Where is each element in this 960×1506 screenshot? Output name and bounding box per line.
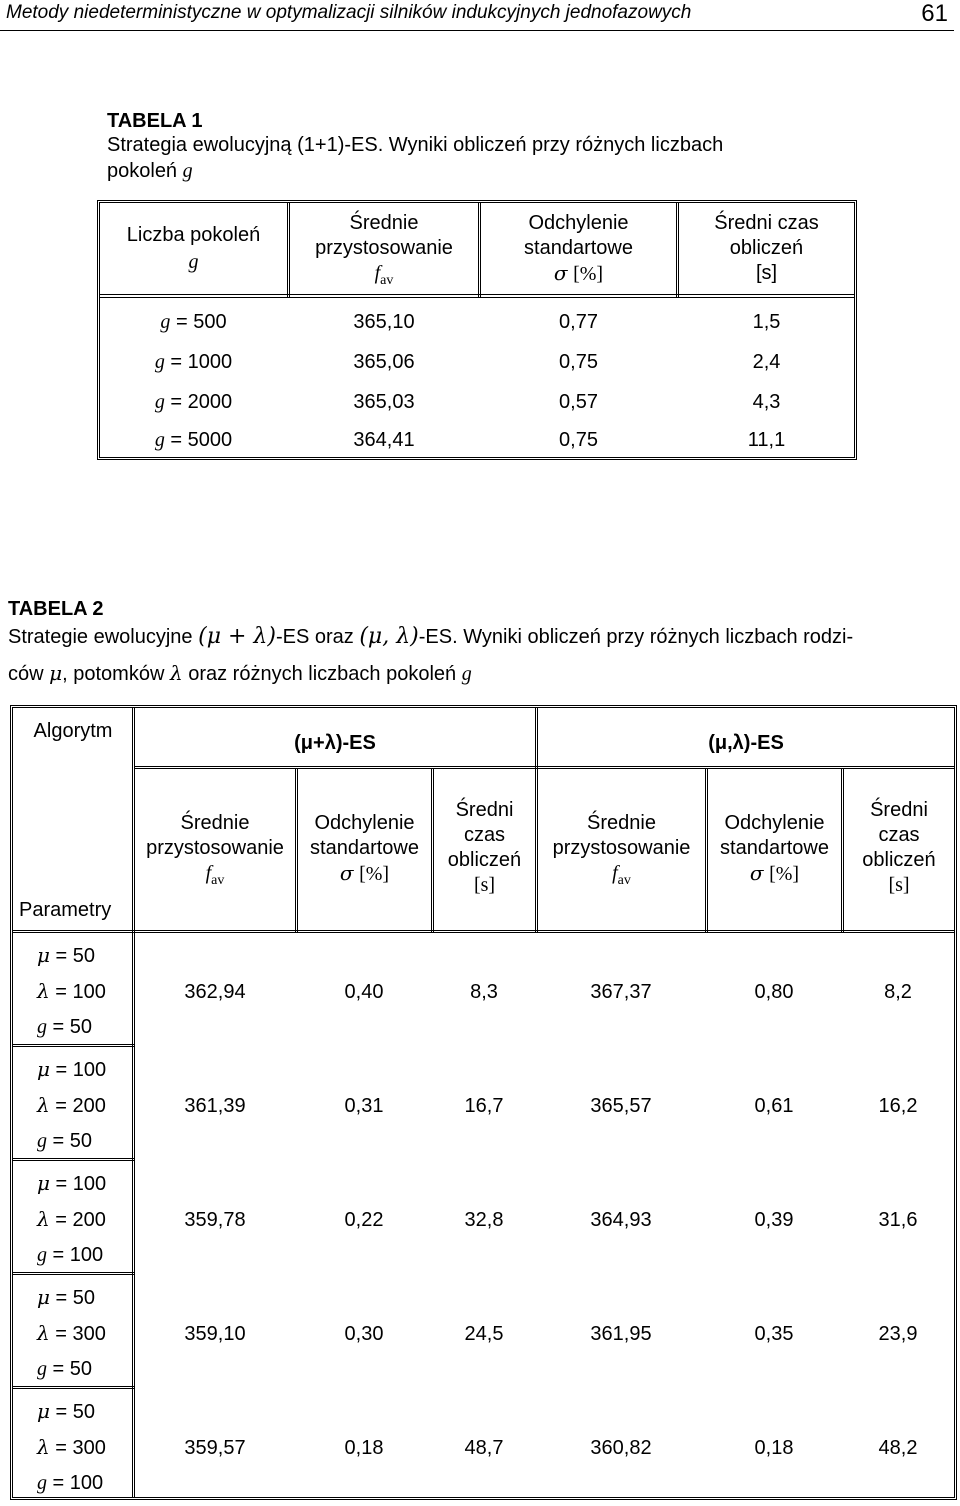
table1-cell-fav: 365,06 xyxy=(353,351,415,373)
lambda-symbol: λ xyxy=(37,1321,50,1345)
col-label: obliczeń xyxy=(862,849,936,871)
param-value: = 50 xyxy=(50,1287,96,1309)
percent-unit: [%] xyxy=(359,863,390,885)
param-lambda xyxy=(13,1202,133,1238)
table1-cell-sigma: 0,57 xyxy=(559,391,598,413)
sigma-symbol: σ xyxy=(749,861,764,885)
table1-row-g xyxy=(100,351,287,374)
param-g xyxy=(13,1352,133,1387)
table2-cell: 31,6 xyxy=(878,1209,918,1231)
param-cell xyxy=(13,1166,133,1273)
page-number: 61 xyxy=(921,0,948,27)
lambda-symbol: λ xyxy=(37,979,50,1003)
col-label: czas xyxy=(878,824,920,846)
g-symbol: g xyxy=(154,391,165,413)
table1 xyxy=(97,200,857,460)
seconds-unit: [s] xyxy=(888,874,910,896)
table2-cell: 0,31 xyxy=(344,1095,384,1117)
table2-cell: 0,30 xyxy=(344,1323,384,1345)
table2-cell: 365,57 xyxy=(590,1095,652,1117)
table2-label: TABELA 2 xyxy=(8,598,104,620)
fav-symbol xyxy=(538,861,705,893)
av-subscript: av xyxy=(211,873,225,888)
param-value: = 100 xyxy=(49,981,106,1003)
param-lambda xyxy=(13,974,133,1010)
algorytm-label: Algorytm xyxy=(33,720,113,742)
param-value: = 100 xyxy=(47,1472,104,1494)
table2-caption-line2 xyxy=(8,661,472,687)
group-mu-comma-lambda: (μ,λ)-ES xyxy=(708,732,784,754)
param-value: = 100 xyxy=(50,1059,107,1081)
g-symbol: g xyxy=(188,251,199,273)
table1-cell-fav: 365,03 xyxy=(353,391,415,413)
fav-symbol xyxy=(135,861,295,893)
table2-cell: 0,35 xyxy=(754,1323,794,1345)
percent-unit: [%] xyxy=(573,263,604,285)
param-cell xyxy=(13,1052,133,1159)
table1-col-stddev xyxy=(481,211,676,287)
param-value: = 100 xyxy=(47,1244,104,1266)
mu-symbol: μ xyxy=(37,943,50,967)
table2-cell: 0,22 xyxy=(344,1209,384,1231)
col-label: Średnie xyxy=(587,812,656,834)
col-label: obliczeń xyxy=(729,237,804,259)
mu-symbol: μ xyxy=(37,1285,50,1309)
percent-unit: [%] xyxy=(769,863,800,885)
table1-cell-time: 1,5 xyxy=(752,311,781,333)
param-g xyxy=(13,1010,133,1045)
col-label: Odchylenie xyxy=(724,812,825,834)
table2-cell: 359,57 xyxy=(184,1437,246,1459)
table2-cell: 361,95 xyxy=(590,1323,652,1345)
col-label: przystosowanie xyxy=(146,837,284,859)
col-label: standartowe xyxy=(310,837,419,859)
param-value: = 200 xyxy=(49,1095,106,1117)
col-label: Odchylenie xyxy=(528,212,629,234)
caption-text: Strategie ewolucyjne xyxy=(8,626,193,648)
caption-text: oraz różnych liczbach pokoleń xyxy=(188,663,457,685)
param-g xyxy=(13,1238,133,1273)
param-mu xyxy=(13,938,133,974)
g-symbol: g xyxy=(461,663,472,685)
seconds-unit: [s] xyxy=(473,874,496,896)
lambda-symbol: λ xyxy=(37,1093,50,1117)
g-symbol: g xyxy=(37,1130,47,1152)
table1-cell-sigma: 0,77 xyxy=(559,311,598,333)
sigma-unit xyxy=(708,861,841,887)
table2-cell: 364,93 xyxy=(590,1209,652,1231)
table1-row-g xyxy=(100,311,287,334)
f-symbol: f xyxy=(612,862,618,884)
sub-col-fav xyxy=(538,811,705,893)
col-label: Liczba pokoleń xyxy=(126,224,261,246)
table1-header xyxy=(100,203,854,297)
param-lambda xyxy=(13,1088,133,1124)
table1-cell-time: 11,1 xyxy=(747,429,786,451)
table2-rule xyxy=(134,766,954,769)
g-symbol: g xyxy=(160,311,171,333)
table2-cell: 48,2 xyxy=(878,1437,918,1459)
param-cell xyxy=(13,1394,133,1501)
lambda-symbol: λ xyxy=(37,1207,50,1231)
av-subscript: av xyxy=(617,873,631,888)
table2-cell: 359,78 xyxy=(184,1209,246,1231)
col-label: Średni xyxy=(455,799,514,821)
param-value: = 50 xyxy=(47,1130,93,1152)
g-symbol: g xyxy=(37,1244,47,1266)
col-label: Średnie xyxy=(180,812,250,834)
table2-cell: 0,40 xyxy=(344,981,384,1003)
av-subscript: av xyxy=(380,273,394,288)
table1-cell-fav: 364,41 xyxy=(353,429,415,451)
group-mu-plus-lambda: (μ+λ)-ES xyxy=(294,732,376,754)
param-g xyxy=(13,1124,133,1159)
running-header-title: Metody niedeterministyczne w optymalizacji silników indukcyjnych jednofazowych xyxy=(6,2,692,23)
col-label: standartowe xyxy=(524,237,633,259)
table2-cell: 48,7 xyxy=(464,1437,504,1459)
g-value: = 500 xyxy=(170,311,227,333)
sub-col-sigma xyxy=(708,811,841,887)
table2-cell: 0,18 xyxy=(344,1437,384,1459)
mu-symbol: μ xyxy=(37,1057,50,1081)
caption-text: -ES. Wyniki obliczeń przy różnych liczbach rodzi- xyxy=(418,626,854,648)
table1-row-g xyxy=(100,391,287,414)
caption-text: -ES oraz xyxy=(275,626,354,648)
param-value: = 100 xyxy=(50,1173,107,1195)
param-value: = 50 xyxy=(50,945,96,967)
table2-cell: 16,2 xyxy=(878,1095,918,1117)
table1-caption-g-symbol: g xyxy=(182,160,193,182)
col-label: Odchylenie xyxy=(314,812,415,834)
table2-cell: 0,18 xyxy=(754,1437,794,1459)
table2-cell: 0,61 xyxy=(754,1095,794,1117)
table1-cell-sigma: 0,75 xyxy=(559,429,598,451)
lambda-symbol: λ xyxy=(37,1435,50,1459)
g-value: = 1000 xyxy=(164,351,233,373)
mu-plus-lambda-symbol: (μ + λ) xyxy=(198,624,276,649)
sigma-unit xyxy=(298,861,431,887)
lambda-symbol: λ xyxy=(169,661,183,685)
sub-col-time xyxy=(434,798,535,898)
mu-comma-lambda-symbol: (μ, λ) xyxy=(359,624,419,649)
param-cell xyxy=(13,1280,133,1387)
table2-cell: 362,94 xyxy=(184,981,246,1003)
table1-caption: Strategia ewolucyjną (1+1)-ES. Wyniki obliczeń przy różnych liczbach xyxy=(107,134,724,156)
table2-cell: 0,39 xyxy=(754,1209,794,1231)
table1-header-rule xyxy=(100,294,854,298)
sigma-unit xyxy=(481,261,676,287)
table1-caption-line2 xyxy=(107,159,193,184)
param-value: = 50 xyxy=(50,1401,96,1423)
table1-cell-fav: 365,10 xyxy=(353,311,415,333)
g-symbol: g xyxy=(37,1472,47,1494)
table2-cell: 8,3 xyxy=(470,981,498,1003)
table1-caption-text: pokoleń xyxy=(107,160,178,182)
table1-cell-time: 4,3 xyxy=(752,391,781,413)
table2 xyxy=(10,705,957,1500)
g-symbol: g xyxy=(37,1016,47,1038)
table2-cell: 23,9 xyxy=(878,1323,918,1345)
table2-cell: 8,2 xyxy=(884,981,912,1003)
param-value: = 300 xyxy=(49,1323,106,1345)
g-symbol: g xyxy=(154,351,165,373)
param-lambda xyxy=(13,1316,133,1352)
col-label: Średnie xyxy=(349,212,419,234)
param-value: = 50 xyxy=(47,1016,93,1038)
param-g xyxy=(13,1466,133,1501)
table2-cell: 24,5 xyxy=(464,1323,504,1345)
param-mu xyxy=(13,1280,133,1316)
param-mu xyxy=(13,1166,133,1202)
sub-col-fav xyxy=(135,811,295,893)
fav-symbol xyxy=(290,261,478,293)
table2-cell: 360,82 xyxy=(590,1437,652,1459)
table2-rule xyxy=(13,930,954,933)
table1-col-time xyxy=(679,211,854,286)
param-mu xyxy=(13,1394,133,1430)
param-cell xyxy=(13,938,133,1045)
param-value: = 200 xyxy=(49,1209,106,1231)
col-label: przystosowanie xyxy=(315,237,453,259)
table2-caption-line1 xyxy=(8,624,853,650)
param-lambda xyxy=(13,1430,133,1466)
sub-col-time xyxy=(844,798,954,898)
g-symbol: g xyxy=(37,1358,47,1380)
mu-symbol: μ xyxy=(37,1399,50,1423)
table1-cell-time: 2,4 xyxy=(752,351,781,373)
g-value: = 5000 xyxy=(164,429,233,451)
col-label: Średni czas xyxy=(714,212,819,234)
col-label: obliczeń xyxy=(447,849,522,871)
col-label: Średni xyxy=(870,799,928,821)
table2-cell: 367,37 xyxy=(590,981,652,1003)
seconds-unit: [s] xyxy=(755,262,778,284)
col-label: czas xyxy=(463,824,506,846)
caption-text: , potomków xyxy=(62,663,165,685)
parametry-label: Parametry xyxy=(19,899,112,921)
col-label: standartowe xyxy=(720,837,829,859)
g-value: = 2000 xyxy=(164,391,233,413)
col-label: przystosowanie xyxy=(552,837,691,859)
f-symbol: f xyxy=(374,262,381,284)
table2-cell: 359,10 xyxy=(184,1323,246,1345)
param-mu xyxy=(13,1052,133,1088)
caption-text: ców xyxy=(8,663,44,685)
f-symbol: f xyxy=(205,862,212,884)
table2-cell: 361,39 xyxy=(184,1095,246,1117)
param-value: = 300 xyxy=(49,1437,106,1459)
header-rule xyxy=(0,30,954,31)
table2-cell: 0,80 xyxy=(754,981,794,1003)
mu-symbol: μ xyxy=(49,661,63,685)
table1-row-g xyxy=(100,429,287,452)
table1-col-generations xyxy=(100,223,287,275)
table1-col-fitness xyxy=(290,211,478,293)
table2-cell: 32,8 xyxy=(464,1209,504,1231)
table2-cell: 16,7 xyxy=(464,1095,504,1117)
sub-col-sigma xyxy=(298,811,431,887)
sigma-symbol: σ xyxy=(553,261,568,285)
param-value: = 50 xyxy=(47,1358,93,1380)
table1-label: TABELA 1 xyxy=(107,110,203,132)
table1-cell-sigma: 0,75 xyxy=(559,351,598,373)
sigma-symbol: σ xyxy=(339,861,354,885)
mu-symbol: μ xyxy=(37,1171,50,1195)
g-symbol: g xyxy=(154,429,165,451)
